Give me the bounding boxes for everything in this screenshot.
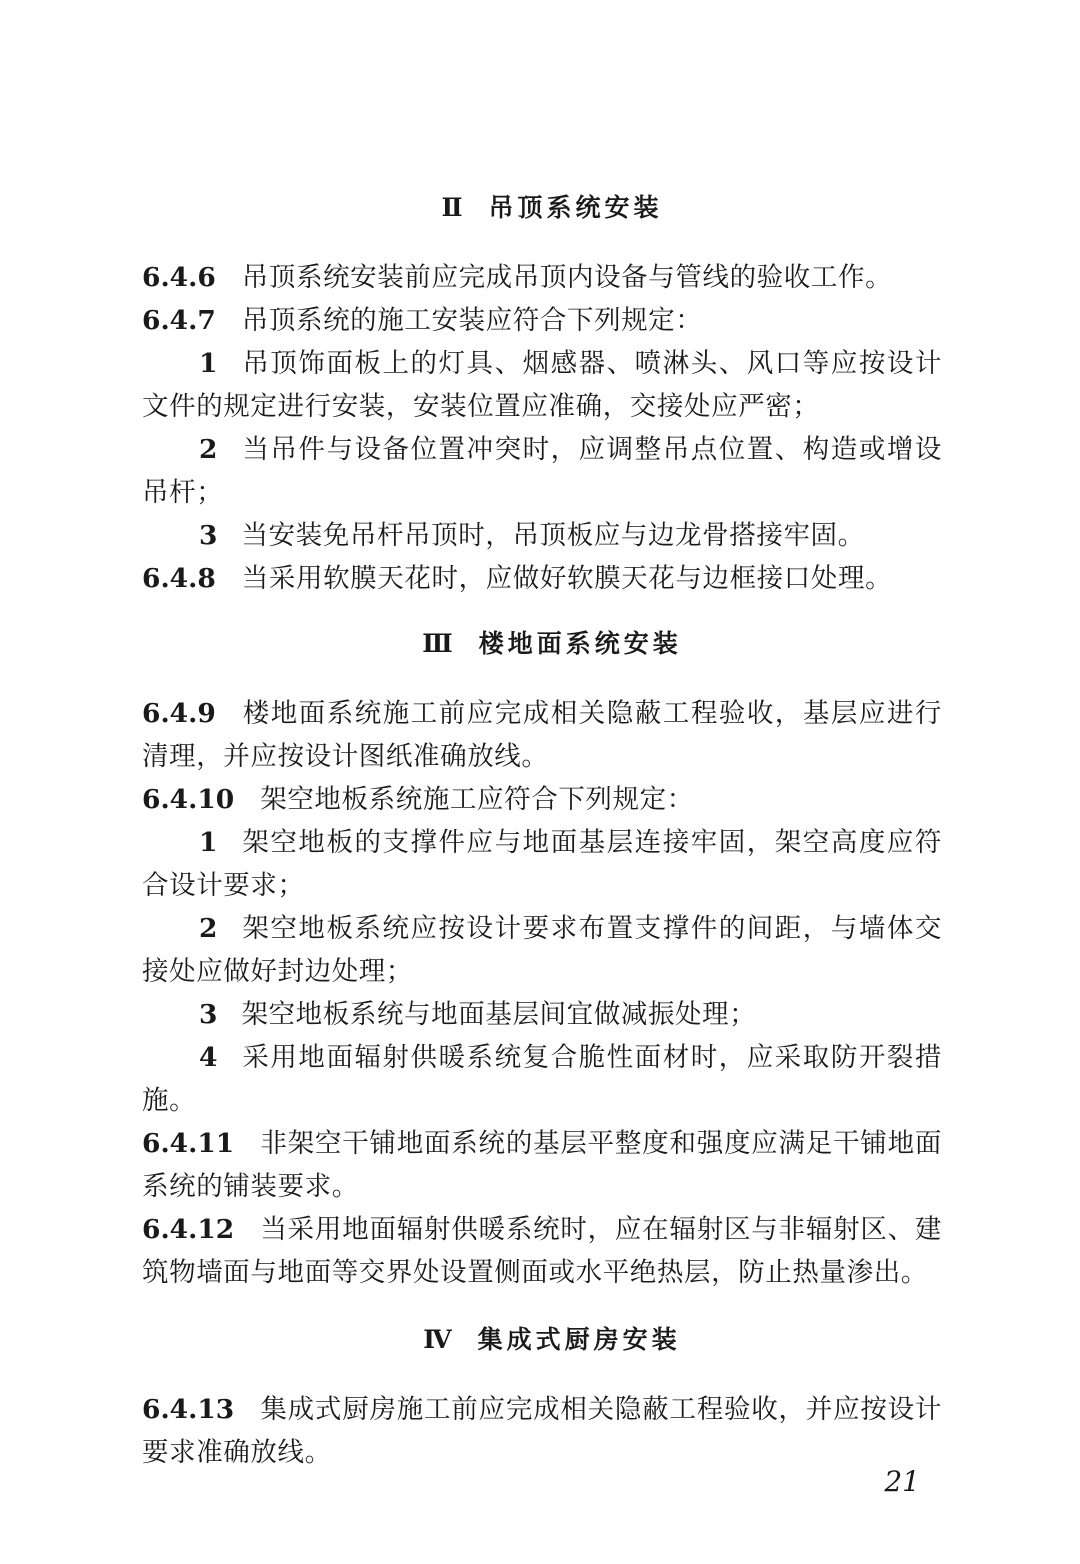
list-item [142,514,942,557]
clause-6-4-11 [142,1122,942,1208]
clause-number: 6.4.9 [142,698,216,729]
section-title: 楼地面系统安装 [478,629,682,658]
clause-text: 吊顶系统安装前应完成吊顶内设备与管线的验收工作。 [241,262,893,293]
clause-number: 6.4.6 [142,262,216,293]
clause-text: 吊顶系统的施工安装应符合下列规定： [241,305,703,336]
clause-text: 当采用软膜天花时，应做好软膜天花与边框接口处理。 [241,563,893,594]
item-text: 架空地板的支撑件应与地面基层连接牢固，架空高度应符合设计要求； [142,827,942,901]
clause-text: 架空地板系统施工应符合下列规定： [260,784,694,815]
list-item [142,342,942,428]
item-text: 采用地面辐射供暖系统复合脆性面材时，应采取防开裂措施。 [142,1042,942,1116]
list-item [142,907,942,993]
clause-6-4-8 [142,557,942,600]
item-number: 1 [199,348,218,379]
clause-number: 6.4.8 [142,563,216,594]
item-number: 2 [199,434,218,465]
clause-number: 6.4.10 [142,784,235,815]
section-heading-ceiling [142,186,942,230]
section-numeral: Ⅲ [422,629,453,658]
section-title: 吊顶系统安装 [488,193,663,222]
section-numeral: Ⅱ [441,193,463,222]
clause-6-4-13 [142,1388,942,1474]
item-number: 2 [199,913,218,944]
item-number: 3 [199,520,218,551]
clause-number: 6.4.13 [142,1394,235,1425]
item-text: 吊顶饰面板上的灯具、烟感器、喷淋头、风口等应按设计文件的规定进行安装，安装位置应准确，交接处应严密； [142,348,942,422]
item-text: 当吊件与设备位置冲突时，应调整吊点位置、构造或增设吊杆； [142,434,942,508]
section-heading-floor [142,622,942,666]
clause-text: 当采用地面辐射供暖系统时，应在辐射区与非辐射区、建筑物墙面与地面等交界处设置侧面或水平绝热层，防止热量渗出。 [142,1214,942,1288]
list-item [142,428,942,514]
page-content [142,186,942,1474]
clause-6-4-12 [142,1208,942,1294]
clause-number: 6.4.7 [142,305,216,336]
clause-6-4-6 [142,256,942,299]
clause-text: 集成式厨房施工前应完成相关隐蔽工程验收，并应按设计要求准确放线。 [142,1394,942,1468]
clause-6-4-7 [142,299,942,342]
list-item [142,1036,942,1122]
clause-6-4-9 [142,692,942,778]
item-number: 1 [199,827,218,858]
item-text: 架空地板系统与地面基层间宜做减振处理； [241,999,757,1030]
list-item [142,993,942,1036]
item-text: 架空地板系统应按设计要求布置支撑件的间距，与墙体交接处应做好封边处理； [142,913,942,987]
section-heading-kitchen [142,1318,942,1362]
list-item [142,821,942,907]
item-text: 当安装免吊杆吊顶时，吊顶板应与边龙骨搭接牢固。 [241,520,865,551]
clause-number: 6.4.12 [142,1214,235,1245]
clause-6-4-10 [142,778,942,821]
clause-text: 楼地面系统施工前应完成相关隐蔽工程验收，基层应进行清理，并应按设计图纸准确放线。 [142,698,942,772]
page-number: 21 [884,1465,920,1498]
clause-number: 6.4.11 [142,1128,235,1159]
section-numeral: Ⅳ [423,1325,452,1354]
section-title: 集成式厨房安装 [477,1325,681,1354]
item-number: 4 [199,1042,218,1073]
clause-text: 非架空干铺地面系统的基层平整度和强度应满足干铺地面系统的铺装要求。 [142,1128,942,1202]
item-number: 3 [199,999,218,1030]
